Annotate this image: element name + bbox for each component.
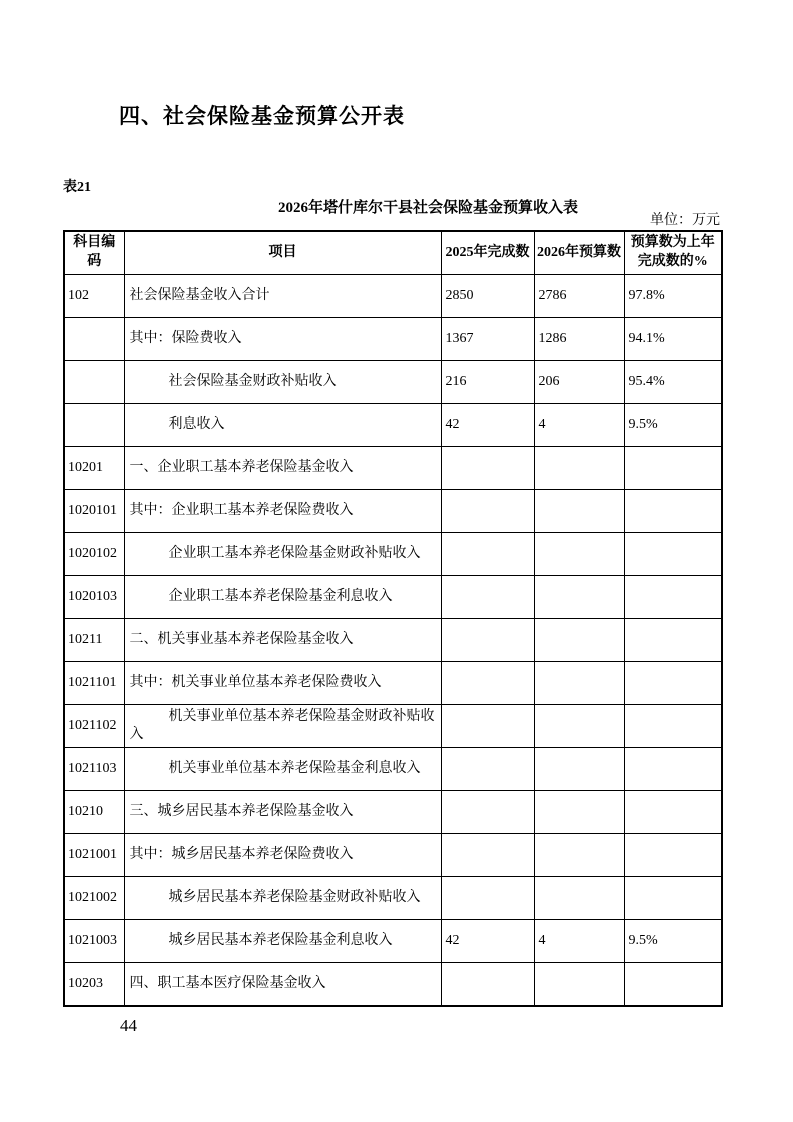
table-label: 表21 [63,180,91,195]
table-row [64,791,722,834]
budget-2026-cell: 4 [534,404,624,447]
table-title: 2026年塔什库尔干县社会保险基金预算收入表 [277,200,578,216]
ratio-cell [624,619,722,662]
table-row [64,748,722,791]
subject-code-cell: 10203 [64,963,124,1007]
table-row [64,404,722,447]
completed-2025-cell [441,576,534,619]
budget-2026-cell [534,834,624,877]
table-row [64,877,722,920]
section-title: 四、社会保险基金预算公开表 [119,104,405,128]
completed-2025-cell [441,662,534,705]
table-row [64,920,722,963]
item-cell: 三、城乡居民基本养老保险基金收入 [124,791,441,834]
col-header-completed-2025: 2025年完成数 [441,231,534,275]
ratio-cell: 9.5% [624,404,722,447]
completed-2025-cell: 42 [441,404,534,447]
budget-income-table [63,230,723,1007]
table-row [64,533,722,576]
completed-2025-cell [441,533,534,576]
ratio-cell [624,748,722,791]
table-row [64,619,722,662]
budget-2026-cell [534,533,624,576]
item-cell: 其中：机关事业单位基本养老保险费收入 [124,662,441,705]
budget-2026-cell: 2786 [534,275,624,318]
ratio-cell [624,877,722,920]
item-cell: 城乡居民基本养老保险基金利息收入 [124,920,441,963]
completed-2025-cell [441,490,534,533]
subject-code-cell: 10201 [64,447,124,490]
table-row [64,576,722,619]
subject-code-cell: 1021003 [64,920,124,963]
budget-2026-cell [534,662,624,705]
completed-2025-cell [441,834,534,877]
completed-2025-cell [441,963,534,1007]
item-cell: 社会保险基金财政补贴收入 [124,361,441,404]
table-header-row [64,231,722,275]
subject-code-cell: 10210 [64,791,124,834]
subject-code-cell: 1020101 [64,490,124,533]
subject-code-cell: 1021101 [64,662,124,705]
item-cell: 企业职工基本养老保险基金财政补贴收入 [124,533,441,576]
subject-code-cell [64,318,124,361]
subject-code-cell: 102 [64,275,124,318]
col-header-item: 项目 [124,231,441,275]
budget-2026-cell [534,877,624,920]
subject-code-cell: 1021103 [64,748,124,791]
subject-code-cell: 1021001 [64,834,124,877]
item-cell: 其中：保险费收入 [124,318,441,361]
completed-2025-cell [441,447,534,490]
budget-2026-cell [534,748,624,791]
item-cell: 其中：企业职工基本养老保险费收入 [124,490,441,533]
ratio-cell [624,791,722,834]
subject-code-cell: 10211 [64,619,124,662]
budget-2026-cell [534,447,624,490]
ratio-cell: 97.8% [624,275,722,318]
completed-2025-cell [441,791,534,834]
item-cell: 机关事业单位基本养老保险基金利息收入 [124,748,441,791]
subject-code-cell [64,361,124,404]
ratio-cell [624,490,722,533]
ratio-cell [624,533,722,576]
item-cell: 城乡居民基本养老保险基金财政补贴收入 [124,877,441,920]
item-cell: 机关事业单位基本养老保险基金财政补贴收入 [124,705,441,748]
budget-2026-cell [534,619,624,662]
table-row [64,834,722,877]
ratio-cell [624,576,722,619]
ratio-cell [624,662,722,705]
budget-2026-cell [534,576,624,619]
table-row [64,963,722,1007]
ratio-cell: 94.1% [624,318,722,361]
budget-2026-cell [534,791,624,834]
ratio-cell: 95.4% [624,361,722,404]
completed-2025-cell [441,748,534,791]
ratio-cell: 9.5% [624,920,722,963]
budget-2026-cell: 206 [534,361,624,404]
page-number: 44 [120,1016,137,1035]
table-row [64,662,722,705]
item-cell: 社会保险基金收入合计 [124,275,441,318]
subject-code-cell: 1021102 [64,705,124,748]
budget-2026-cell [534,490,624,533]
col-header-ratio: 预算数为上年完成数的% [624,231,722,275]
budget-2026-cell [534,963,624,1007]
col-header-subject-code: 科目编码 [64,231,124,275]
budget-2026-cell: 4 [534,920,624,963]
completed-2025-cell [441,705,534,748]
table-row [64,705,722,748]
budget-2026-cell: 1286 [534,318,624,361]
subject-code-cell: 1020102 [64,533,124,576]
ratio-cell [624,963,722,1007]
completed-2025-cell: 216 [441,361,534,404]
completed-2025-cell [441,877,534,920]
table-row [64,275,722,318]
col-header-budget-2026: 2026年预算数 [534,231,624,275]
table-row [64,490,722,533]
item-cell: 二、机关事业基本养老保险基金收入 [124,619,441,662]
item-cell: 企业职工基本养老保险基金利息收入 [124,576,441,619]
completed-2025-cell: 1367 [441,318,534,361]
subject-code-cell: 1021002 [64,877,124,920]
item-cell: 其中：城乡居民基本养老保险费收入 [124,834,441,877]
item-cell: 一、企业职工基本养老保险基金收入 [124,447,441,490]
subject-code-cell: 1020103 [64,576,124,619]
completed-2025-cell: 42 [441,920,534,963]
completed-2025-cell: 2850 [441,275,534,318]
completed-2025-cell [441,619,534,662]
table-row [64,361,722,404]
ratio-cell [624,705,722,748]
budget-2026-cell [534,705,624,748]
item-cell: 利息收入 [124,404,441,447]
table-row [64,447,722,490]
item-cell: 四、职工基本医疗保险基金收入 [124,963,441,1007]
subject-code-cell [64,404,124,447]
unit-note: 单位：万元 [650,213,720,228]
ratio-cell [624,834,722,877]
table-row [64,318,722,361]
ratio-cell [624,447,722,490]
